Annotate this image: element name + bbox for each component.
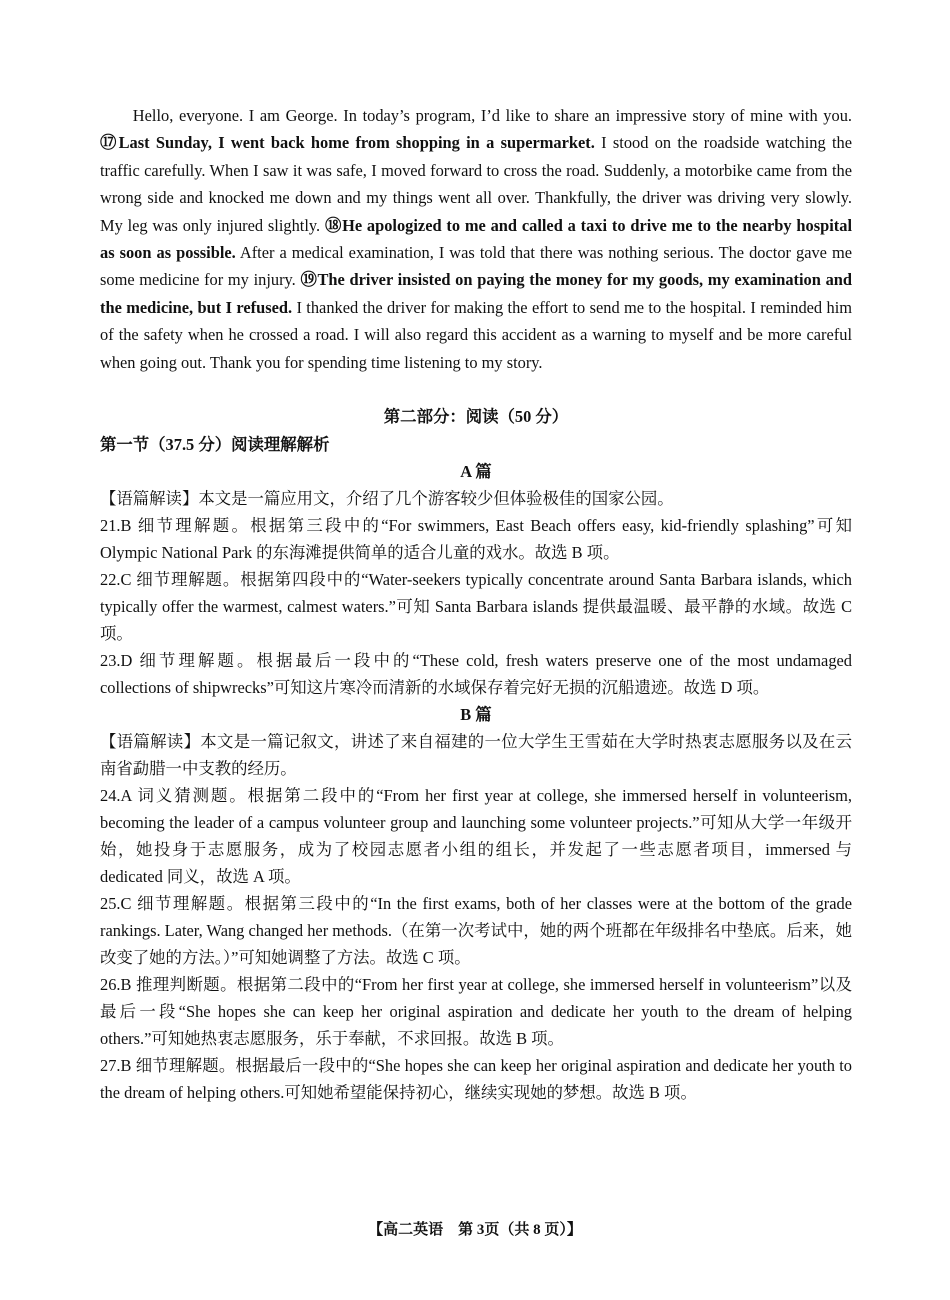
passage-b-title: B 篇 [460, 705, 492, 725]
sentence-18: ⑱He apologized to me and called a taxi to drive me to the nearby hospital as soon as possible. [100, 215, 853, 263]
answer-24: 24.A 词义猜测题。根据第二段中的“From her first year at college, she immersed herself in volunteerism, becoming the leader of a campus volunteer group and launching some volunteer projects.”可知从大学一年级开始，她投身于志愿服务，成为了校园志愿者小组的组长，并发起了一些志愿者项目，immersed 与 dedicated 同义，故选 A 项。 [100, 786, 852, 887]
sentence-19: ⑲The driver insisted on paying the money for my goods, my examination and the medicine, but I refused. [100, 270, 853, 317]
story-paragraph [100, 102, 852, 376]
story-text-3: After a medical examination, I was told that there was nothing serious. The doctor gave me some medicine for my injury. [100, 243, 852, 290]
passage-a-title: A 篇 [460, 462, 492, 482]
passage-a-intro: 【语篇解读】本文是一篇应用文，介绍了几个游客较少但体验极佳的国家公园。 [100, 489, 674, 509]
page-content [100, 102, 852, 1106]
page-footer: 【高二英语 第 3页（共 8 页）】 [368, 1222, 582, 1238]
answer-22: 22.C 细节理解题。根据第四段中的“Water-seekers typically concentrate around Santa Barbara islands, which typically offer the warmest, calmest waters.”可知 Santa Barbara islands 提供最温暖、最平静的水域。故选 C 项。 [100, 570, 852, 644]
sentence-17: ⑰Last Sunday, I went back home from shopping in a supermarket. [100, 133, 595, 153]
story-text-2: I stood on the roadside watching the traffic carefully. When I saw it was safe, I moved forward to cross the road. Suddenly, a motorbike came from the wrong side and knocked me down and my things went all over. Thankfully, the driver was driving very slowly. My leg was only injured slightly. [100, 133, 852, 235]
answer-21: 21.B 细节理解题。根据第三段中的“For swimmers, East Beach offers easy, kid-friendly splashing”可知 Olympic National Park 的东海滩提供简单的适合儿童的戏水。故选 B 项。 [100, 516, 852, 563]
part-title: 第二部分：阅读（50 分） [383, 407, 569, 427]
answer-26: 26.B 推理判断题。根据第二段中的“From her first year at college, she immersed herself in volunteerism”以及最后一段“She hopes she can keep her original aspiration and dedicate her youth to the dream of helping others.”可知她热衷志愿服务，乐于奉献，不求回报。故选 B 项。 [100, 975, 852, 1049]
story-text-4: I thanked the driver for making the effort to send me to the hospital. I reminded him of the safety when he crossed a road. I will also regard this accident as a warning to myself and be more careful when going out. Thank you for spending time listening to my story. [100, 297, 852, 372]
answer-27: 27.B 细节理解题。根据最后一段中的“She hopes she can keep her original aspiration and dedicate her youth to the dream of helping others.可知她希望能保持初心，继续实现她的梦想。故选 B 项。 [100, 1056, 852, 1103]
story-text-1: Hello, everyone. I am George. In today’s program, I’d like to share an impressive story of mine with you. [132, 106, 852, 125]
passage-b-intro: 【语篇解读】本文是一篇记叙文，讲述了来自福建的一位大学生王雪茹在大学时热衷志愿服务以及在云南省勐腊一中支教的经历。 [100, 732, 852, 779]
answer-23: 23.D 细节理解题。根据最后一段中的“These cold, fresh waters preserve one of the most undamaged collections of shipwrecks”可知这片寒冷而清新的水域保存着完好无损的沉船遗迹。故选 D 项。 [100, 651, 852, 698]
section-title: 第一节（37.5 分）阅读理解解析 [100, 435, 330, 455]
answer-25: 25.C 细节理解题。根据第三段中的“In the first exams, both of her classes were at the bottom of the grade rankings. Later, Wang changed her methods.（在第一次考试中，她的两个班都在年级排名中垫底。后来，她改变了她的方法。）”可知她调整了方法。故选 C 项。 [100, 894, 852, 968]
